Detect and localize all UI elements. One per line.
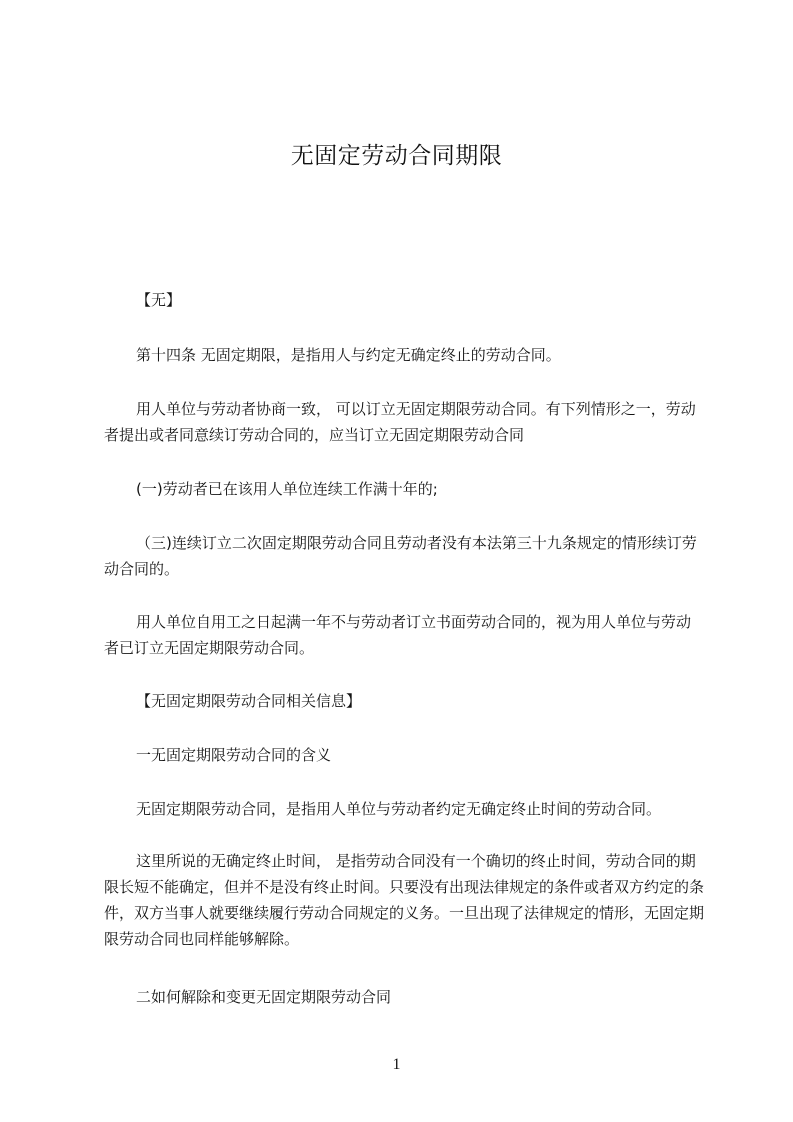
paragraph-how-to-terminate-heading: 二如何解除和变更无固定期限劳动合同 [136,988,392,1006]
paragraph-article-14: 第十四条 无固定期限，是指用人与约定无确定终止的劳动合同。 [136,346,561,364]
paragraph-meaning-heading: 一无固定期限劳动合同的含义 [136,746,332,764]
paragraph-condition-three: （三)连续订立二次固定期限劳动合同且劳动者没有本法第三十九条规定的情形续订劳动合同的。 [104,534,697,578]
paragraph-definition: 无固定期限劳动合同，是指用人单位与劳动者约定无确定终止时间的劳动合同。 [136,800,662,818]
paragraph-termination-time: 这里所说的无确定终止时间， 是指劳动合同没有一个确切的终止时间，劳动合同的期限长短不能确定，但并不是没有终止时间。只要没有出现法律规定的条件或者双方约定的条件，双方当事人就要继续履行劳动合同规定的义务。一旦出现了法律规定的情形，无固定期限劳动合同也同样能够解除。 [104,852,705,948]
paragraph-condition-one: (一)劳动者已在该用人单位连续工作满十年的; [136,480,438,498]
page-number: 1 [392,1056,401,1073]
paragraph-related-info-heading: 【无固定期限劳动合同相关信息】 [136,692,362,710]
paragraph-section-heading-none: 【无】 [136,291,182,309]
paragraph-negotiation: 用人单位与劳动者协商一致， 可以订立无固定期限劳动合同。有下列情形之一，劳动者提出或者同意续订劳动合同的，应当订立无固定期限劳动合同 [104,400,696,444]
page-title: 无固定劳动合同期限 [290,143,503,169]
paragraph-one-year-rule: 用人单位自用工之日起满一年不与劳动者订立书面劳动合同的，视为用人单位与劳动者已订立无固定期限劳动合同。 [104,613,692,657]
